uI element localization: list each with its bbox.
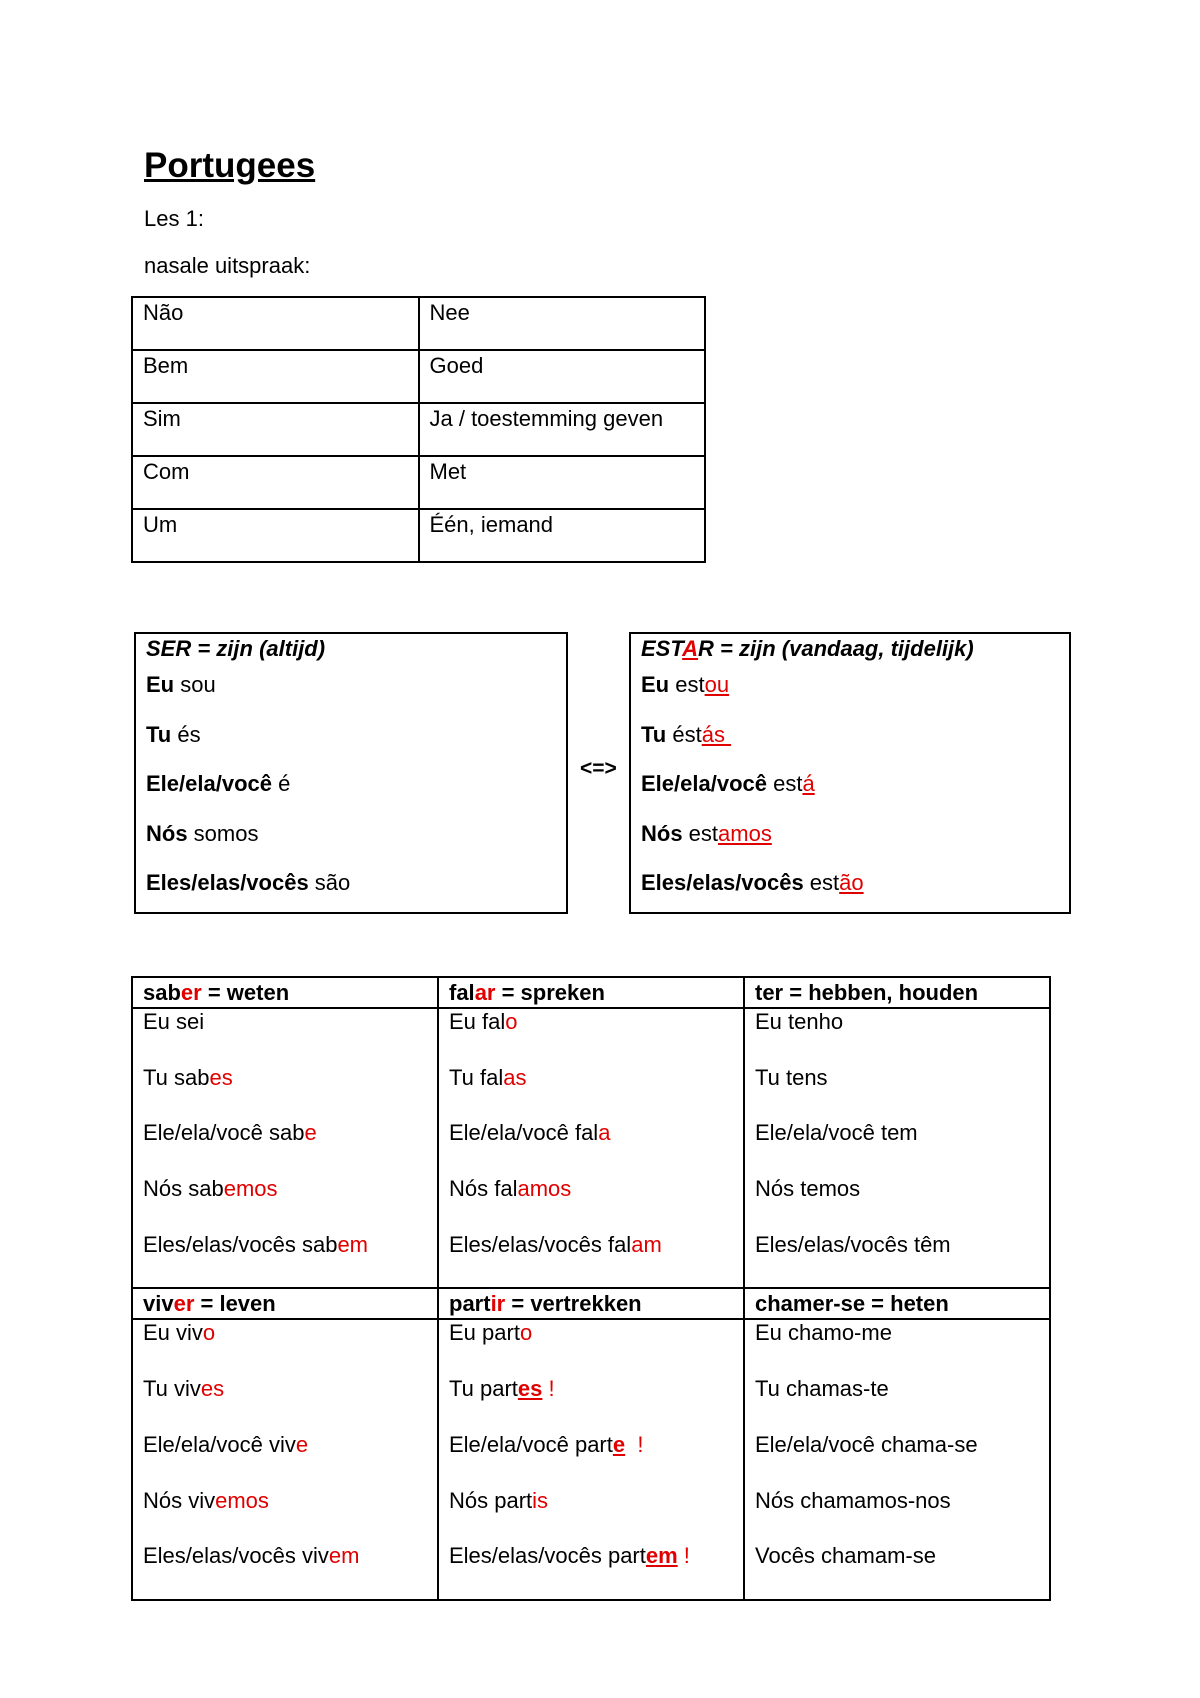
pronoun: Tu	[146, 721, 172, 747]
conjugation-body-row	[132, 1008, 1050, 1288]
form: Eles/elas/vocês viv	[143, 1543, 329, 1569]
ending: o	[202, 1320, 216, 1346]
ending: emos	[223, 1176, 278, 1202]
vocab-pt: Um	[132, 509, 419, 562]
conj-line	[449, 1320, 733, 1376]
verb-form: são	[308, 870, 351, 895]
conj-line	[143, 1543, 427, 1599]
falar-heading	[438, 977, 744, 1008]
verb-stem: est	[803, 870, 840, 895]
form: Nós sab	[143, 1176, 224, 1202]
form: Tu viv	[143, 1376, 201, 1402]
partir-cell	[438, 1319, 744, 1599]
conj-line: Ele/ela/você chama-se	[755, 1431, 978, 1457]
form: Tu fal	[449, 1064, 504, 1090]
vocab-nl: Ja / toestemming geven	[419, 403, 706, 456]
conj-line: Nós temos	[755, 1176, 861, 1202]
verb-stem: ést	[666, 721, 702, 747]
pronoun: Tu	[641, 721, 667, 747]
ser-line	[146, 672, 556, 722]
ending: as	[503, 1064, 527, 1090]
saber-heading	[132, 977, 438, 1008]
vocab-nl: Met	[419, 456, 706, 509]
form: Nós viv	[143, 1487, 216, 1513]
falar-cell	[438, 1008, 744, 1288]
conj-line	[143, 1432, 427, 1488]
nasal-heading: nasale uitspraak:	[144, 253, 311, 278]
ending: e	[295, 1431, 309, 1457]
form: Eles/elas/vocês sab	[143, 1231, 338, 1257]
conj-line: Vocês chamam-se	[755, 1543, 936, 1569]
conj-line	[449, 1488, 733, 1544]
ser-line	[146, 722, 556, 772]
pronoun: Eles/elas/vocês	[146, 870, 309, 895]
vocab-row	[132, 509, 705, 562]
pronoun: Eles/elas/vocês	[641, 870, 804, 895]
viver-heading	[132, 1288, 438, 1319]
form: Eu viv	[143, 1320, 203, 1346]
heading-part: fal	[449, 980, 475, 1005]
heading-accent: A	[682, 636, 699, 661]
conj-line: Nós chamamos-nos	[755, 1487, 951, 1513]
conjugation-body-row	[132, 1319, 1050, 1599]
ending: e	[612, 1431, 626, 1457]
ending: es	[209, 1064, 233, 1090]
conj-line: Tu tens	[755, 1064, 828, 1090]
ending: is	[532, 1487, 549, 1513]
conj-line	[143, 1120, 427, 1176]
estar-line	[641, 771, 1059, 821]
ending: o	[505, 1009, 518, 1034]
heading-part: = spreken	[495, 980, 605, 1005]
ser-line	[146, 821, 556, 871]
form: Eles/elas/vocês part	[449, 1543, 646, 1569]
verb-ending: ão	[839, 870, 864, 895]
conj-line	[449, 1065, 733, 1121]
conj-line: Eu chamo-me	[755, 1320, 892, 1346]
ending: emos	[215, 1487, 269, 1513]
lesson-label: Les 1:	[144, 206, 204, 231]
heading-ending: er	[173, 1291, 195, 1317]
conj-line	[449, 1432, 733, 1488]
form: Tu sab	[143, 1064, 210, 1090]
conj-line	[449, 1232, 733, 1288]
verb-form: sou	[174, 672, 216, 697]
heading-ending: er	[180, 980, 202, 1005]
conj-line	[143, 1320, 427, 1376]
ser-line	[146, 870, 556, 920]
chamer-se-cell	[744, 1319, 1050, 1599]
saber-cell	[132, 1008, 438, 1288]
conj-line	[449, 1009, 733, 1065]
conj-line: Tu chamas-te	[755, 1376, 889, 1402]
vocab-pt: Bem	[132, 350, 419, 403]
verb-stem: est	[682, 820, 719, 846]
exclamation-mark: !	[625, 1431, 644, 1457]
vocab-nl: Goed	[419, 350, 706, 403]
exclamation-mark: !	[542, 1376, 555, 1402]
ter-heading: ter = hebben, houden	[744, 977, 1050, 1008]
conj-line: Eles/elas/vocês têm	[755, 1231, 951, 1257]
estar-line	[641, 821, 1059, 871]
ending: amos	[517, 1176, 572, 1202]
conj-line	[449, 1543, 733, 1599]
conj-line	[143, 1065, 427, 1121]
conj-line	[143, 1009, 427, 1065]
form: Eles/elas/vocês fal	[449, 1231, 632, 1257]
heading-part: = vertrekken	[505, 1291, 642, 1317]
conjugation-table	[131, 976, 1051, 1601]
estar-box	[629, 632, 1071, 914]
form: Ele/ela/você fal	[449, 1120, 599, 1146]
conj-line: Ele/ela/você tem	[755, 1120, 918, 1146]
vocab-row	[132, 297, 705, 350]
conjugation-header-row	[132, 1288, 1050, 1319]
ser-box	[134, 632, 568, 914]
chamer-se-heading: chamer-se = heten	[744, 1288, 1050, 1319]
comparison-arrow: <=>	[580, 757, 617, 780]
form: Eu sei	[143, 1009, 205, 1034]
ending: es	[200, 1376, 225, 1402]
conj-line	[143, 1176, 427, 1232]
conj-line	[143, 1232, 427, 1288]
verb-form: és	[171, 721, 201, 747]
heading-part: EST	[641, 636, 683, 661]
verb-ending: amos	[718, 820, 772, 846]
ending: es	[517, 1376, 543, 1402]
ending: em	[328, 1543, 360, 1569]
pronoun: Ele/ela/você	[641, 771, 767, 796]
vocab-pt: Não	[132, 297, 419, 350]
verb-stem: est	[766, 771, 803, 796]
vocab-pt: Com	[132, 456, 419, 509]
heading-part: part	[449, 1291, 491, 1317]
form: Ele/ela/você sab	[143, 1120, 305, 1146]
vocab-nl: Één, iemand	[419, 509, 706, 562]
heading-part: sab	[143, 980, 181, 1005]
ending: em	[337, 1231, 368, 1257]
conj-line	[449, 1176, 733, 1232]
heading-part: viv	[143, 1291, 174, 1317]
verb-ending: ás	[701, 721, 732, 747]
pronoun: Eu	[146, 672, 175, 697]
form: Ele/ela/você viv	[143, 1431, 296, 1457]
heading-part: = leven	[194, 1291, 276, 1317]
ending: e	[304, 1120, 317, 1146]
ter-cell	[744, 1008, 1050, 1288]
ending: o	[519, 1320, 533, 1346]
ending: am	[631, 1231, 662, 1257]
form: Eu part	[449, 1320, 520, 1346]
verb-ending: ou	[704, 672, 730, 697]
heading-part: = weten	[201, 980, 290, 1005]
form: Ele/ela/você part	[449, 1431, 613, 1457]
pronoun: Nós	[146, 820, 188, 846]
viver-cell	[132, 1319, 438, 1599]
ser-line	[146, 771, 556, 821]
form: Nós part	[449, 1487, 533, 1513]
conj-line	[449, 1376, 733, 1432]
conj-line	[143, 1376, 427, 1432]
estar-heading	[641, 636, 1059, 672]
exclamation-mark: !	[677, 1543, 690, 1569]
form: Tu part	[449, 1376, 518, 1402]
conj-line	[449, 1120, 733, 1176]
pronoun: Ele/ela/você	[146, 771, 272, 796]
verb-form: é	[271, 771, 291, 796]
estar-line	[641, 722, 1059, 772]
pronoun: Nós	[641, 820, 683, 846]
heading-ending: ir	[490, 1291, 506, 1317]
heading-ending: ar	[474, 980, 496, 1005]
form: Eu fal	[449, 1009, 506, 1034]
verb-form: somos	[187, 820, 259, 846]
estar-line	[641, 672, 1059, 722]
conjugation-header-row	[132, 977, 1050, 1008]
verb-stem: est	[669, 672, 705, 697]
vocab-nl: Nee	[419, 297, 706, 350]
ending: em	[645, 1543, 678, 1569]
pronoun: Eu	[641, 672, 670, 697]
vocab-row	[132, 456, 705, 509]
vocab-row	[132, 403, 705, 456]
ser-heading: SER = zijn (altijd)	[146, 636, 326, 661]
form: Nós fal	[449, 1176, 518, 1202]
heading-part: R = zijn (vandaag, tijdelijk)	[698, 636, 974, 661]
vocab-row	[132, 350, 705, 403]
estar-line	[641, 870, 1059, 920]
vocab-table	[131, 296, 706, 563]
conj-line: Eu tenho	[755, 1009, 844, 1034]
ending: a	[598, 1120, 611, 1146]
vocab-pt: Sim	[132, 403, 419, 456]
conj-line	[143, 1488, 427, 1544]
verb-ending: á	[802, 771, 815, 796]
page-title: Portugees	[144, 146, 316, 185]
partir-heading	[438, 1288, 744, 1319]
